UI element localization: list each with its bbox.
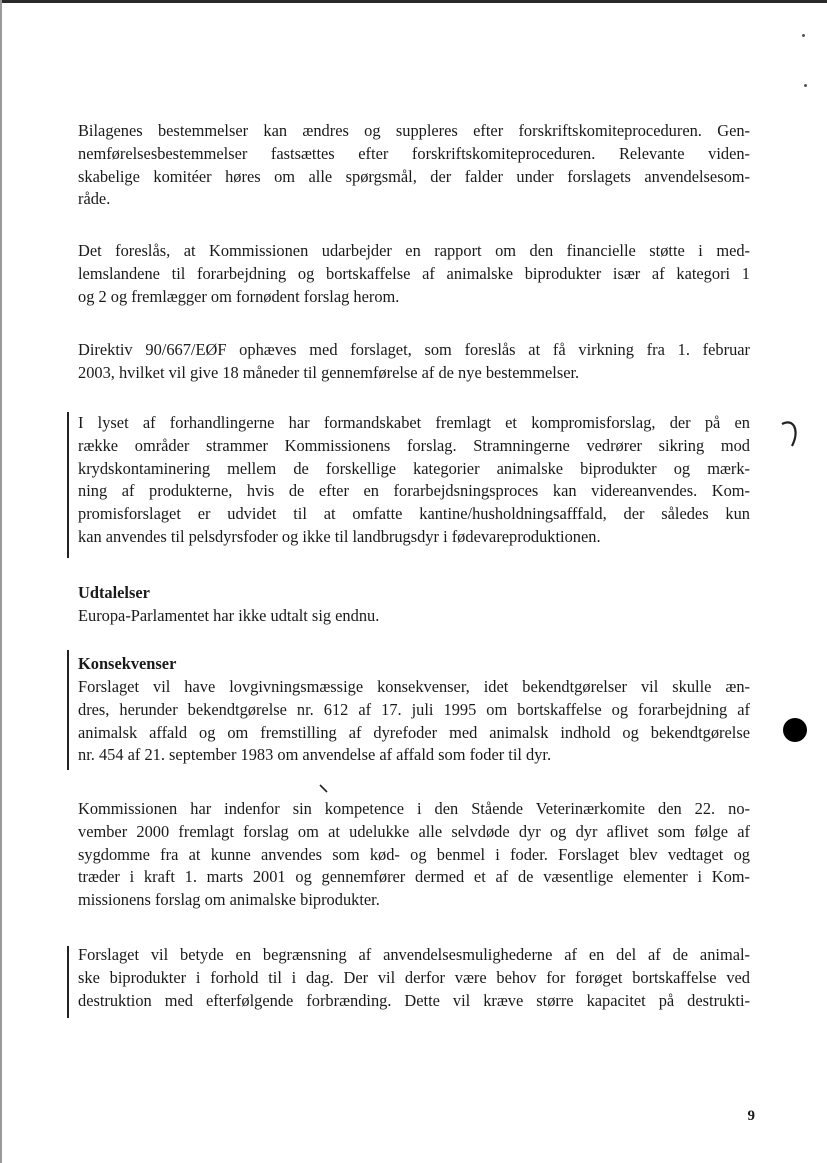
text-line: Bilagenes bestemmelser kan ændres og suppleres efter forskriftskomiteproceduren. Gen-: [78, 121, 750, 140]
text-line: træder i kraft 1. marts 2001 og gennemfører dermed et af de væsentlige elementer i Kom-: [78, 867, 750, 887]
page-left-border: [0, 0, 2, 1163]
text-line: 2003, hvilket vil give 18 måneder til gennemførelse af de nye bestemmelser.: [78, 362, 580, 382]
text-line: og 2 og fremlægger om fornødent forslag herom.: [78, 286, 400, 306]
paragraph-4: [78, 412, 750, 549]
text-line: Direktiv 90/667/EØF ophæves med forslaget, som foreslås at få virkning fra 1. februar: [78, 340, 750, 359]
page-top-border: [0, 0, 827, 3]
text-line: sygdomme fra at kunne anvendes som kød- og benmel i foder. Forslaget blev vedtaget og: [78, 844, 750, 864]
paragraph-kommissionen: [78, 798, 750, 912]
text-line: vember 2000 fremlagt forslag om at udelukke alle selvdøde dyr og dyr aflivet som følge af: [78, 821, 750, 841]
paragraph-konsekvenser: [78, 676, 750, 767]
scan-speck: [802, 34, 805, 37]
text-line: animalsk affald og om fremstilling af dyrefoder med animalsk indhold og bekendtgørelse: [78, 722, 750, 742]
text-line: krydskontaminering mellem de forskellige kategorier animalske biprodukter og mærk-: [78, 458, 750, 478]
paragraph-3: [78, 339, 750, 385]
text-line: nr. 454 af 21. september 1983 om anvendelse af affald som foder til dyr.: [78, 745, 552, 765]
text-line: promisforslaget er udvidet til at omfatte kantine/husholdningsafffald, der således kun: [78, 504, 750, 524]
punch-hole-dot: [783, 718, 807, 742]
paragraph-udtalelser: [78, 605, 750, 628]
paragraph-2: [78, 240, 750, 308]
revision-bar: [67, 412, 69, 558]
text-line: ning af produkterne, hvis de efter en forarbejdsningsproces kan videreanvendes. Kom-: [78, 481, 750, 501]
section-heading-konsekvenser: Konsekvenser: [78, 654, 177, 673]
section-heading-udtalelser: Udtalelser: [78, 583, 150, 602]
text-line: Forslaget vil betyde en begrænsning af anvendelsesmulighederne af en del af de animal-: [78, 945, 750, 964]
text-line: Det foreslås, at Kommissionen udarbejder en rapport om den financielle støtte i med-: [78, 241, 750, 260]
text-line: råde.: [78, 189, 111, 209]
text-line: I lyset af forhandlingerne har formandskabet fremlagt et kompromisforslag, der på en: [78, 413, 750, 432]
paragraph-final: [78, 944, 750, 1012]
text-line: ske biprodukter i forhold til i dag. Der vil derfor være behov for forøget bortskaffelse ved: [78, 967, 750, 987]
scan-speck: [804, 84, 807, 87]
text-line: Kommissionen har indenfor sin kompetence i den Stående Veterinærkomite den 22. no-: [78, 799, 750, 818]
text-line: destruktion med efterfølgende forbrænding. Dette vil kræve større kapacitet på destrukti-: [78, 990, 750, 1010]
paragraph-1: [78, 120, 750, 211]
pen-tick-mark: [319, 784, 329, 794]
text-line: skabelige komitéer høres om alle spørgsmål, der falder under forslagets anvendelsesom-: [78, 166, 750, 186]
revision-bar: [67, 650, 69, 770]
text-line: missionens forslag om animalske biprodukter.: [78, 890, 380, 910]
text-line: lemslandene til forarbejdning og bortskaffelse af animalske biprodukter især af kategori 1: [78, 263, 750, 283]
text-line: Forslaget vil have lovgivningsmæssige konsekvenser, idet bekendtgørelser vil skulle æn-: [78, 677, 750, 696]
text-line: dres, herunder bekendtgørelse nr. 612 af 17. juli 1995 om bortskaffelse og forarbejdning af: [78, 699, 750, 719]
page-number: 9: [747, 1108, 755, 1124]
text-line: kan anvendes til pelsdyrsfoder og ikke til landbrugsdyr i fødevareproduktionen.: [78, 526, 601, 546]
text-line: række områder strammer Kommissionens forslag. Stramningerne vedrører sikring mod: [78, 435, 750, 455]
text-line: nemførelsesbestemmelser fastsættes efter forskriftskomiteproceduren. Relevante viden-: [78, 143, 750, 163]
margin-bracket-mark: [780, 420, 802, 450]
text-line: Europa-Parlamentet har ikke udtalt sig endnu.: [78, 606, 380, 625]
revision-bar: [67, 946, 69, 1018]
